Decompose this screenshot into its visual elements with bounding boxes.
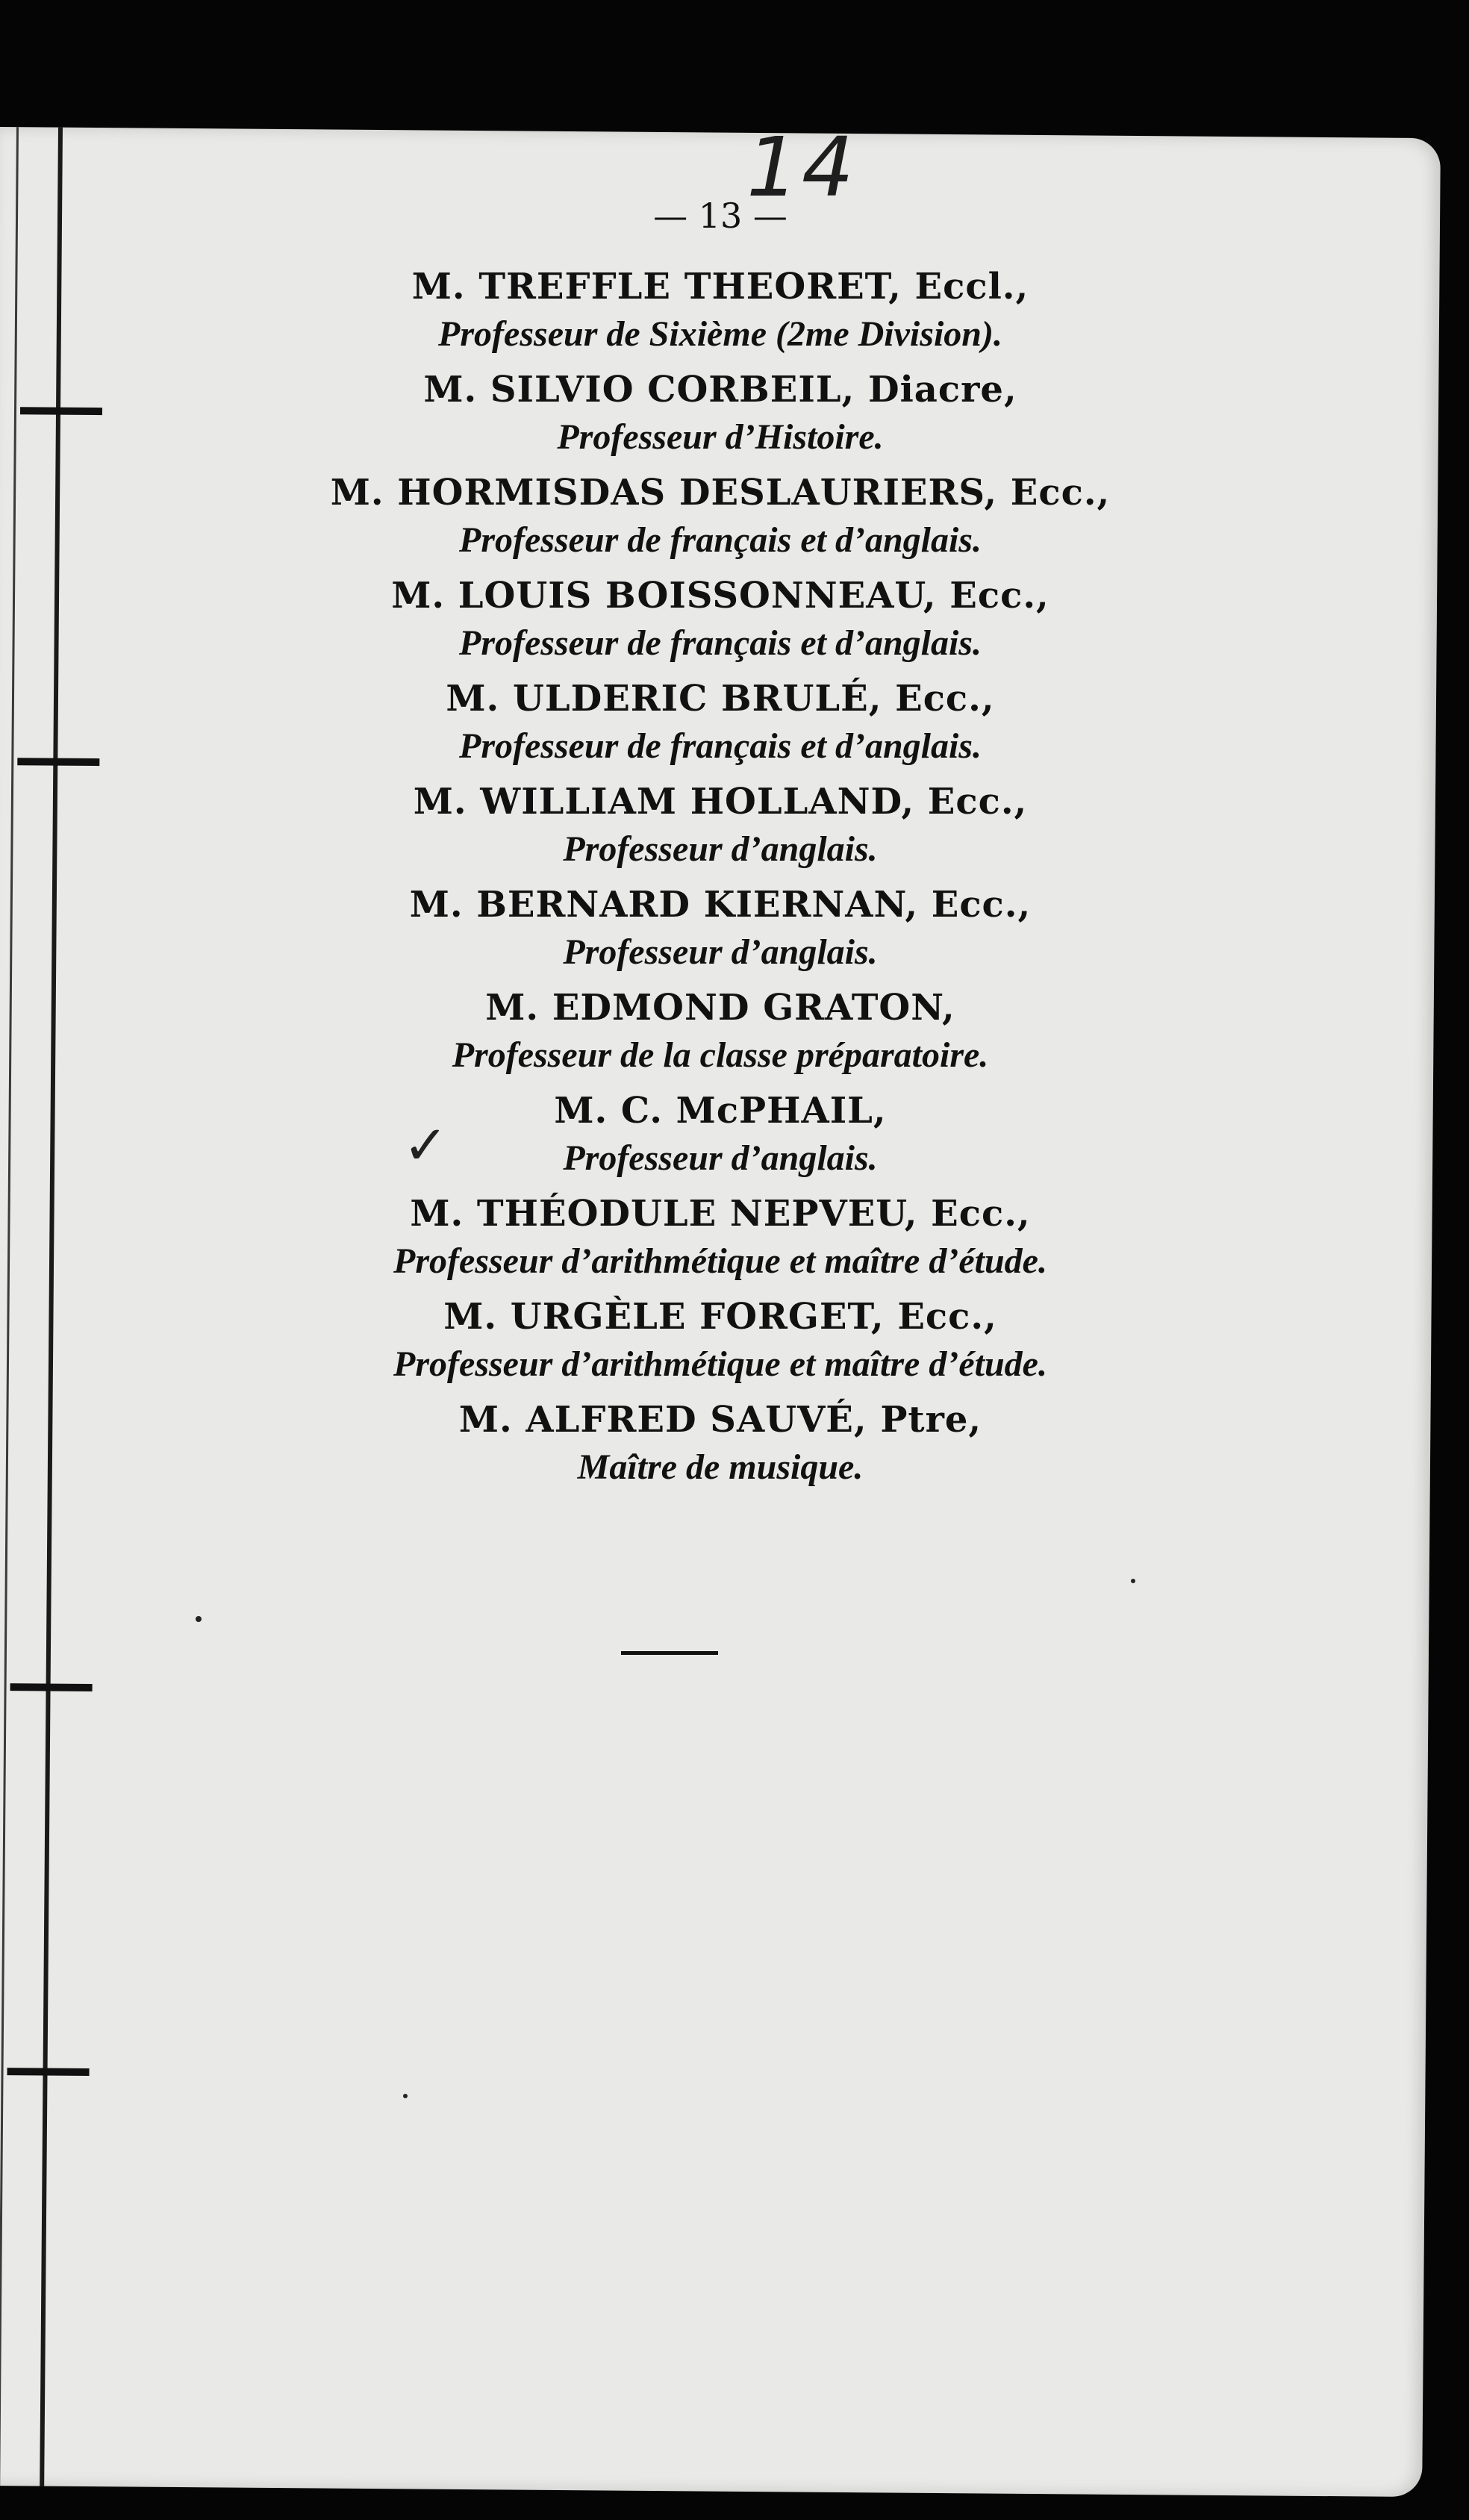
staff-role: Professeur d’arithmétique et maître d’étude. (393, 1241, 1047, 1281)
paper-speck (196, 1616, 202, 1622)
roster-entry (0, 776, 1441, 872)
staff-name: M. SILVIO CORBEIL, Diacre, (423, 369, 1017, 411)
roster-entry (0, 879, 1441, 975)
roster-entry (0, 261, 1441, 357)
roster-entry (0, 467, 1441, 563)
staff-role: Professeur de Sixième (2me Division). (438, 314, 1002, 354)
staff-name: M. LOUIS BOISSONNEAU, Ecc., (391, 575, 1049, 617)
roster-entry (0, 1394, 1441, 1490)
staff-role: Professeur de français et d’anglais. (459, 726, 982, 766)
roster-entry (0, 982, 1441, 1078)
staff-name: M. WILLIAM HOLLAND, Ecc., (413, 781, 1028, 823)
page-number: — 13 — (653, 196, 787, 236)
staff-role: Maître de musique. (577, 1447, 864, 1487)
staff-name: M. URGÈLE FORGET, Ecc., (443, 1296, 997, 1338)
roster-entry (0, 1085, 1441, 1181)
staff-role: Professeur de français et d’anglais. (459, 623, 982, 663)
roster-entry (0, 1291, 1441, 1387)
staff-name: M. BERNARD KIERNAN, Ecc., (409, 884, 1032, 926)
staff-role: Professeur d’anglais. (563, 829, 878, 869)
roster-entry (0, 570, 1441, 666)
staff-role: Professeur de la classe préparatoire. (452, 1035, 989, 1075)
staff-roster (0, 261, 1441, 1497)
checkmark-annotation: ✓ (403, 1114, 449, 1176)
staff-role: Professeur d’anglais. (563, 932, 878, 972)
paper-speck (1131, 1579, 1135, 1583)
staff-role: Professeur d’anglais. (563, 1138, 878, 1178)
roster-entry (0, 673, 1441, 769)
handwritten-page-number: 14 (746, 119, 857, 215)
staff-role: Professeur de français et d’anglais. (459, 520, 982, 560)
binding-stitch (10, 1683, 93, 1691)
staff-role: Professeur d’arithmétique et maître d’étude. (393, 1344, 1047, 1384)
staff-name: M. C. McPHAIL, (554, 1090, 887, 1132)
staff-name: M. TREFFLE THEORET, Eccl., (411, 266, 1029, 308)
staff-name: M. ULDERIC BRULÉ, Ecc., (446, 678, 995, 720)
paper-speck (403, 2094, 408, 2098)
section-divider (621, 1651, 718, 1655)
staff-name: M. EDMOND GRATON, (485, 987, 955, 1029)
staff-name: M. ALFRED SAUVÉ, Ptre, (458, 1399, 982, 1441)
roster-entry (0, 1188, 1441, 1284)
staff-name: M. HORMISDAS DESLAURIERS, Ecc., (330, 472, 1111, 514)
binding-stitch (7, 2068, 90, 2076)
staff-name: M. THÉODULE NEPVEU, Ecc., (410, 1193, 1031, 1235)
staff-role: Professeur d’Histoire. (557, 417, 884, 457)
roster-entry (0, 364, 1441, 460)
